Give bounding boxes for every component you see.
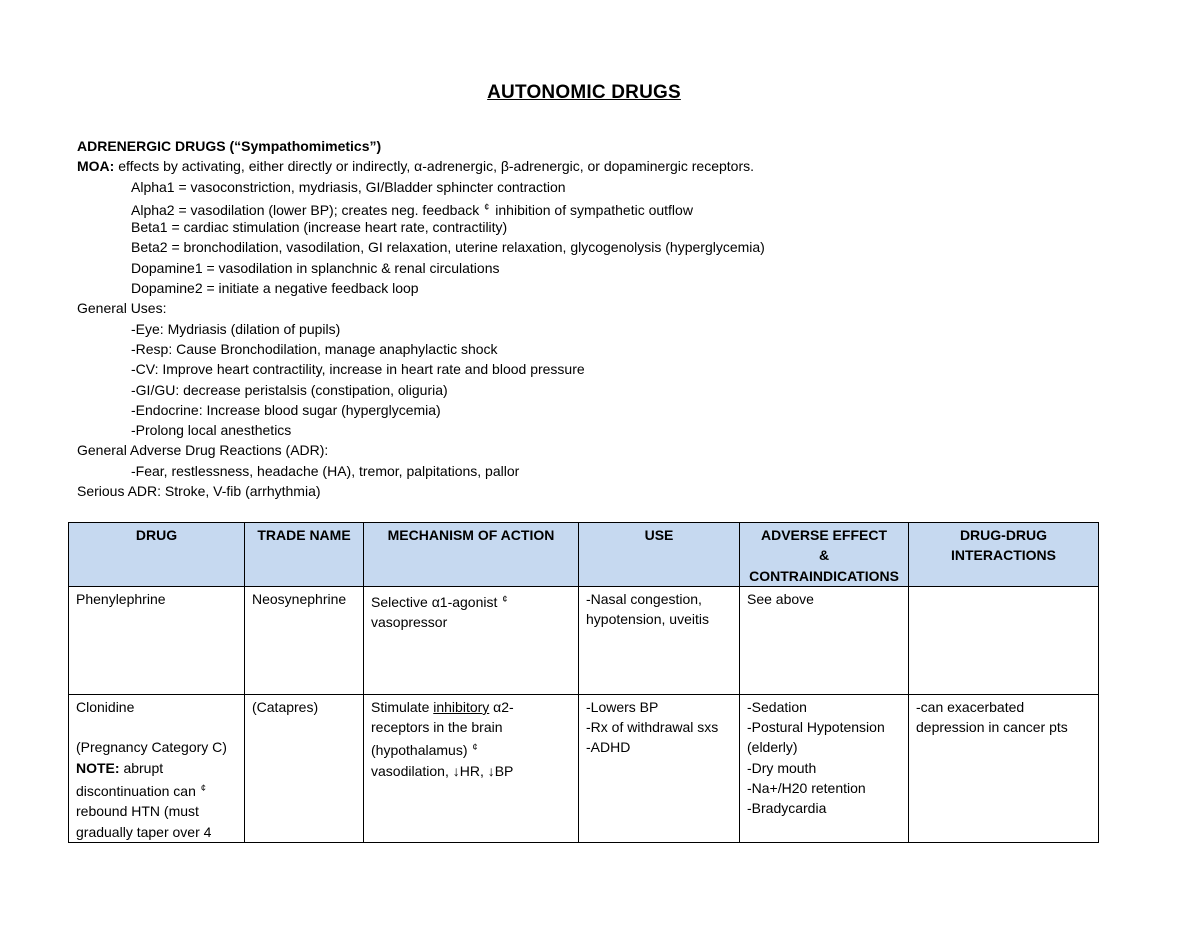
receptor-alpha2-result: inhibition of sympathetic outflow [495,201,693,218]
adverse-line: -Postural Hypotension [747,719,885,736]
use-line: -Lowers BP [586,698,659,715]
header-use: USE [579,523,740,587]
receptor-beta1: Beta1 = cardiac stimulation (increase heart rate, contractility) [131,219,508,236]
moa-line: vasopressor [371,614,448,631]
adverse-line: -Na+/H20 retention [747,780,866,797]
note-label: NOTE: [76,759,120,776]
cell-moa [364,694,579,842]
moa-text: Selective α1-agonist [371,593,498,610]
cell-trade: Neosynephrine [245,586,364,694]
page-title: AUTONOMIC DRUGS [487,82,681,103]
receptor-dopamine2: Dopamine2 = initiate a negative feedback loop [131,280,419,297]
receptor-dopamine1: Dopamine1 = vasodilation in splanchnic & renal circulations [131,259,500,276]
header-drug: DRUG [69,523,245,587]
note-line: rebound HTN (must [76,803,199,820]
serious-adr: Serious ADR: Stroke, V-fib (arrhythmia) [77,483,321,500]
receptor-beta2: Beta2 = bronchodilation, vasodilation, GI relaxation, uterine relaxation, glycogenolysis (hyperglycemia) [131,239,765,256]
receptor-alpha1: Alpha1 = vasoconstriction, mydriasis, GI/Bladder sphincter contraction [131,178,566,195]
use-gi-gu: -GI/GU: decrease peristalsis (constipation, oliguria) [131,381,448,398]
adverse-line: -Bradycardia [747,800,827,817]
notes-section [77,136,1137,501]
pregnancy-category: (Pregnancy Category C) [76,739,227,756]
moa-line [77,156,1137,176]
moa-underlined: inhibitory [433,698,490,715]
moa-line [371,737,571,760]
cell-drug: Phenylephrine [69,586,245,694]
header-interactions-line1: DRUG-DRUG [959,527,1048,543]
adr-label: General Adverse Drug Reactions (ADR): [77,442,329,459]
table-header-row [69,523,1099,587]
header-adverse [740,523,909,587]
arrow-glyph: ¢ [200,783,206,794]
header-trade-name: TRADE NAME [245,523,364,587]
moa-label: MOA: [77,158,115,175]
general-uses-label: General Uses: [77,300,167,317]
adr-item: -Fear, restlessness, headache (HA), tremor, palpitations, pallor [131,462,520,479]
cell-trade: (Catapres) [245,694,364,842]
moa-text: Stimulate [371,698,434,715]
receptor-alpha2-text: Alpha2 = vasodilation (lower BP); creates neg. feedback [131,201,480,218]
header-adverse-line3: CONTRAINDICATIONS [749,567,899,584]
cell-moa [364,586,579,694]
cell-adverse: See above [740,586,909,694]
cell-use [579,586,740,694]
section-heading: ADRENERGIC DRUGS (“Sympathomimetics”) [77,138,382,154]
note-line [76,778,237,801]
moa-text: effects by activating, either directly or indirectly, α-adrenergic, β-adrenergic, or dopaminergic receptors. [114,158,755,175]
moa-line [371,697,571,717]
moa-line [371,589,571,612]
use-anesthetics: -Prolong local anesthetics [131,422,292,439]
table-row [69,586,1099,694]
moa-text: α2- [489,698,514,715]
arrow-glyph: ¢ [502,593,508,604]
drug-table [68,522,1099,843]
interaction-line: -can exacerbated [916,698,1025,715]
use-line: -ADHD [586,739,631,756]
note-text: abrupt [119,759,164,776]
table-row [69,694,1099,842]
note-line: gradually taper over 4 [76,823,212,840]
use-eye: -Eye: Mydriasis (dilation of pupils) [131,320,341,337]
use-endocrine: -Endocrine: Increase blood sugar (hyperglycemia) [131,401,441,418]
adverse-line: -Sedation [747,698,807,715]
moa-text: (hypothalamus) [371,742,468,759]
use-resp: -Resp: Cause Bronchodilation, manage anaphylactic shock [131,340,498,357]
cell-interactions [909,586,1099,694]
spacer [76,717,237,737]
cell-interactions [909,694,1099,842]
use-line: hypotension, uveitis [586,611,709,628]
use-cv: -CV: Improve heart contractility, increase in heart rate and blood pressure [131,361,585,378]
header-interactions-line2: INTERACTIONS [951,547,1056,564]
note-text: discontinuation can [76,783,196,800]
moa-line: receptors in the brain [371,719,503,736]
header-adverse-line2: & [818,547,830,564]
receptor-alpha2 [77,197,1137,217]
cell-use [579,694,740,842]
use-line: -Rx of withdrawal sxs [586,719,719,736]
header-adverse-line1: ADVERSE EFFECT [760,527,887,543]
adverse-line: (elderly) [747,739,798,756]
arrow-glyph: ¢ [472,742,478,753]
moa-line: vasodilation, ↓HR, ↓BP [371,762,514,779]
cell-drug [69,694,245,842]
interaction-line: depression in cancer pts [916,719,1068,736]
arrow-glyph: ¢ [484,201,490,212]
adverse-line: -Dry mouth [747,759,817,776]
cell-adverse [740,694,909,842]
header-interactions [909,523,1099,587]
use-line: -Nasal congestion, [586,590,702,607]
note-line [76,758,237,778]
drug-name: Clonidine [76,698,135,715]
header-mechanism: MECHANISM OF ACTION [364,523,579,587]
